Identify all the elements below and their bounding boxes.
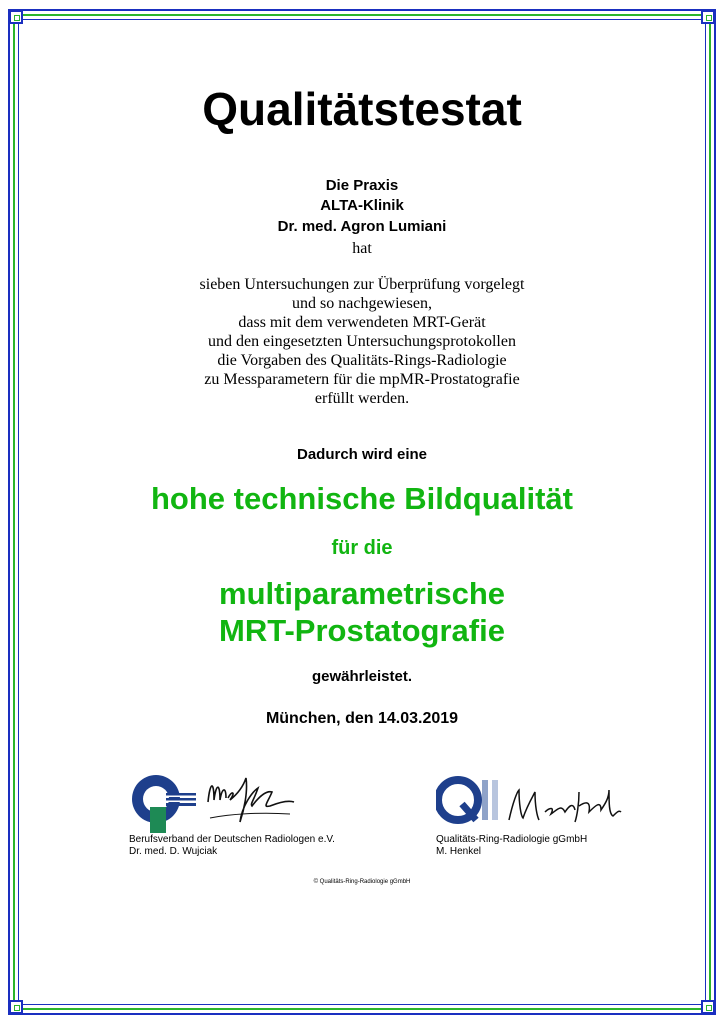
method-highlight-line1: multiparametrische bbox=[219, 576, 505, 611]
corner-ornament-icon bbox=[701, 10, 715, 24]
guaranteed-text: gewährleistet. bbox=[311, 668, 413, 685]
place-date: München, den 14.03.2019 bbox=[265, 710, 459, 727]
doctor-name: Dr. med. Agron Lumiani bbox=[277, 218, 447, 235]
dadurch-text: Dadurch wird eine bbox=[296, 446, 428, 463]
body-line: erfüllt werden. bbox=[314, 390, 410, 407]
practice-name: ALTA-Klinik bbox=[320, 197, 404, 214]
right-signatory-name: M. Henkel bbox=[436, 846, 482, 857]
verb-hat: hat bbox=[352, 240, 372, 257]
body-line: dass mit dem verwendeten MRT-Gerät bbox=[238, 314, 486, 331]
corner-ornament-icon bbox=[701, 1000, 715, 1014]
body-line: zu Messparametern für die mpMR-Prostatografie bbox=[204, 371, 520, 388]
method-highlight-line2: MRT-Prostatografie bbox=[219, 613, 505, 648]
left-signatory-name: Dr. med. D. Wujciak bbox=[129, 846, 218, 857]
body-line: und so nachgewiesen, bbox=[292, 295, 432, 312]
left-organization: Berufsverband der Deutschen Radiologen e.V. bbox=[129, 834, 335, 845]
quality-highlight: hohe technische Bildqualität bbox=[151, 481, 573, 516]
qrr-logo-icon bbox=[436, 776, 506, 826]
body-line: und den eingesetzten Untersuchungsprotokollen bbox=[208, 333, 516, 350]
fuer-die-text: für die bbox=[331, 537, 393, 559]
signature-henkel-icon bbox=[505, 782, 625, 830]
left-signatory-caption bbox=[129, 834, 335, 858]
right-organization: Qualitäts-Ring-Radiologie gGmbH bbox=[436, 834, 588, 845]
corner-ornament-icon bbox=[9, 10, 23, 24]
certificate-title: Qualitätstestat bbox=[202, 83, 522, 135]
right-signatory-caption bbox=[436, 834, 587, 858]
copyright-notice: © Qualitäts-Ring-Radiologie gGmbH bbox=[313, 879, 411, 885]
practice-intro: Die Praxis bbox=[325, 177, 399, 194]
corner-ornament-icon bbox=[9, 1000, 23, 1014]
body-line: sieben Untersuchungen zur Überprüfung vorgelegt bbox=[199, 276, 525, 293]
signature-wujciak-icon bbox=[200, 762, 300, 834]
bdr-logo-icon bbox=[128, 773, 198, 835]
body-line: die Vorgaben des Qualitäts-Rings-Radiologie bbox=[217, 352, 507, 369]
